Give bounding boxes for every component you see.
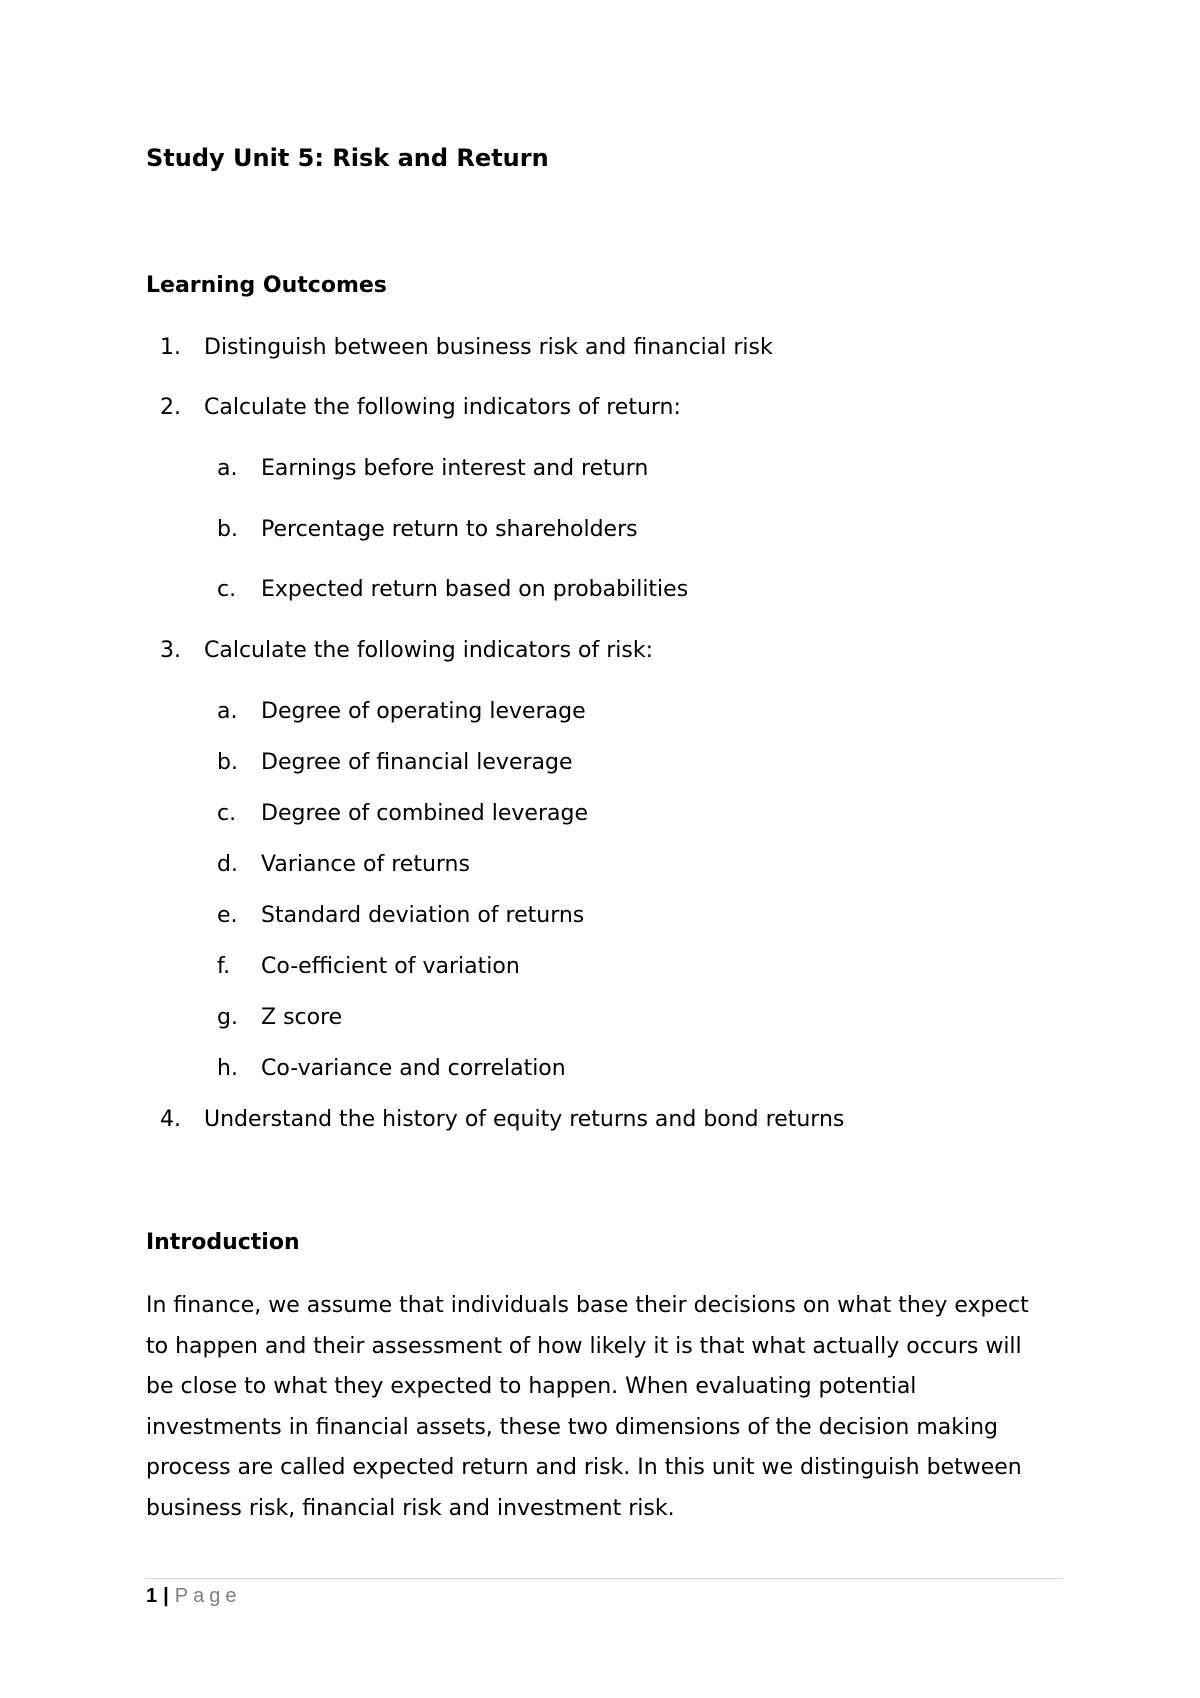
list-marker: a.	[217, 699, 238, 724]
footer-separator: |	[163, 1585, 169, 1607]
list-marker: e.	[217, 903, 238, 928]
list-text: Percentage return to shareholders	[261, 517, 638, 542]
list-text: Degree of combined leverage	[261, 801, 588, 826]
list-text: Earnings before interest and return	[261, 456, 649, 481]
list-text: Expected return based on probabilities	[261, 577, 689, 602]
list-marker: f.	[217, 954, 231, 979]
paragraph-line: be close to what they expected to happen. When evaluating potential	[146, 1374, 917, 1400]
footer-divider	[146, 1578, 1062, 1579]
page-title: Study Unit 5: Risk and Return	[146, 144, 549, 172]
list-marker: b.	[217, 750, 238, 775]
list-marker: h.	[217, 1056, 238, 1081]
list-text: Z score	[261, 1005, 343, 1030]
list-text: Standard deviation of returns	[261, 903, 585, 928]
introduction-paragraph	[146, 1286, 1066, 1530]
list-marker: 4.	[160, 1107, 181, 1132]
list-text: Calculate the following indicators of risk:	[204, 638, 654, 663]
list-text: Variance of returns	[261, 852, 470, 877]
list-marker: 3.	[160, 638, 181, 663]
list-marker: g.	[217, 1005, 238, 1030]
list-text: Distinguish between business risk and financial risk	[204, 335, 773, 360]
list-marker: c.	[217, 801, 237, 826]
page-footer	[146, 1585, 241, 1608]
introduction-heading: Introduction	[146, 1230, 300, 1255]
paragraph-line: In finance, we assume that individuals base their decisions on what they expect	[146, 1293, 1029, 1318]
paragraph-line: investments in financial assets, these two dimensions of the decision making	[146, 1414, 999, 1440]
list-marker: 2.	[160, 395, 181, 420]
list-marker: 1.	[160, 335, 181, 360]
list-marker: b.	[217, 517, 238, 542]
list-text: Degree of operating leverage	[261, 699, 586, 724]
page-number: 1	[146, 1585, 158, 1607]
list-marker: a.	[217, 456, 238, 481]
list-text: Calculate the following indicators of return:	[204, 395, 681, 420]
list-marker: c.	[217, 577, 237, 602]
learning-outcomes-heading: Learning Outcomes	[146, 273, 387, 298]
paragraph-line: process are called expected return and risk. In this unit we distinguish between	[146, 1455, 1022, 1481]
list-text: Degree of financial leverage	[261, 750, 573, 775]
list-text: Understand the history of equity returns and bond returns	[204, 1107, 845, 1132]
paragraph-line: to happen and their assessment of how likely it is that what actually occurs will	[146, 1333, 1022, 1359]
paragraph-line: business risk, financial risk and investment risk.	[146, 1495, 675, 1521]
list-marker: d.	[217, 852, 238, 877]
list-text: Co-variance and correlation	[261, 1056, 566, 1081]
page-label: Page	[174, 1585, 242, 1607]
list-text: Co-efficient of variation	[261, 954, 520, 979]
